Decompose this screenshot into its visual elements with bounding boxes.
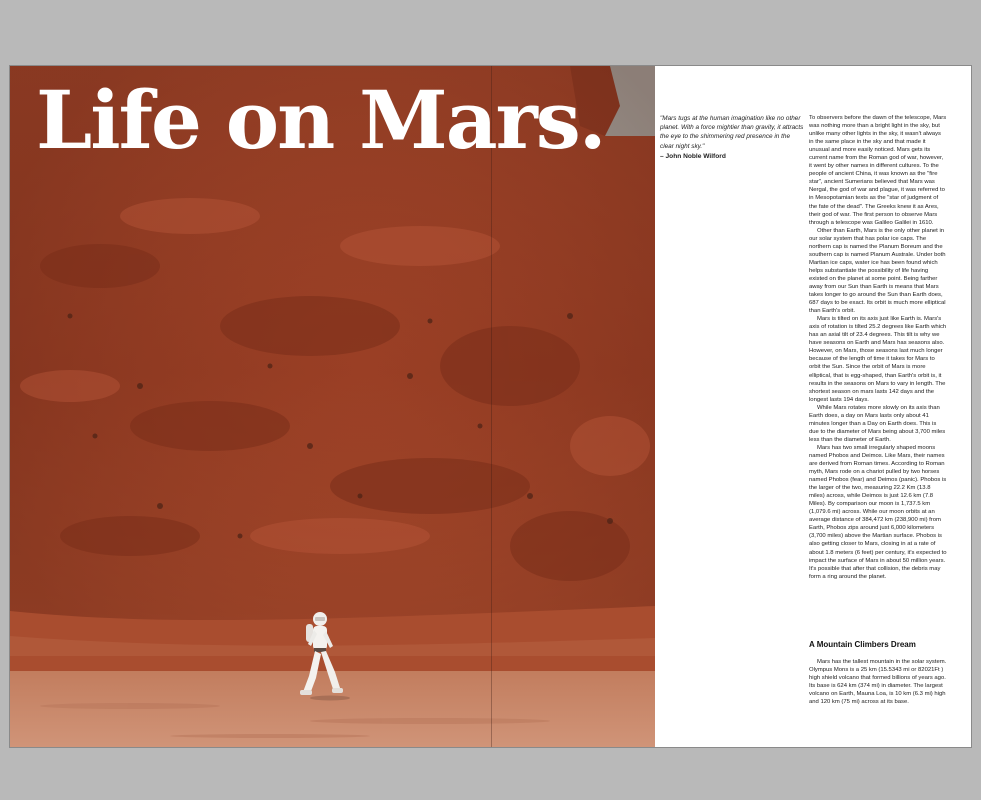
pull-quote (660, 114, 805, 161)
section-paragraph: Mars has the tallest mountain in the solar system. Olympus Mons is a 25 km (15.5343 mi or 82021Ft ) high shield volcano that formed billions of years ago. Its base is 624 km (374 mi) in diameter. The largest volcano on Earth, Mauna Loa, is 10 km (6.3 mi) high and 120 km (75 mi) across at its base. (809, 659, 947, 706)
headline: Life on Mars. (36, 73, 605, 167)
pull-quote-text: "Mars tugs at the human imagination like no other planet. With a force mightier than gravity, it attracts the eye to the shimmering red presence in the clear night sky." (660, 115, 804, 150)
magazine-spread (10, 66, 971, 747)
mars-photo (10, 66, 655, 747)
pull-quote-author: – John Noble Wilford (660, 152, 726, 160)
page-gutter (491, 66, 492, 747)
article-paragraph: Mars has two small irregularly shaped moons named Phobos and Deimos. Like Mars, their names are derived from Roman times. According to Roman myth, Mars rode on a chariot pulled by two horses named Phobos (fear) and Deimos (panic). Phobos is the larger of the two, measuring 22.2 Km (13.8 miles) across, while Deimos is just 12.6 km (7.8 Miles). By comparison our moon is 1,737.5 km (1,079.6 mi) across. While our moon orbits at an average distance of 384,472 km (238,900 mi) from Earth, Phobos zips around just 6,000 kilometers (3,700 miles) above the Martian surface. Phobos is also getting closer to Mars, closing in at a rate of about 1.8 meters (6 feet) per century, it's expected to impact the surface of Mars in about 50 million years. It's possible that after that collision, the debris may form a ring around the planet. (809, 444, 947, 580)
article-paragraph: Mars is tilted on its axis just like Earth is. Mars's axis of rotation is tilted 25.2 degrees like Earth which has an axial tilt of 23.4 degrees. This tilt is why we have seasons on Earth and Mars has seasons also. However, on Mars, those seasons last much longer because of the length of time it takes for Mars to orbit the Sun. Since the orbit of Mars is more elliptical, that is egg-shaped, than Earth's orbit is, it results in the seasons on Mars to vary in length. The shortest season on mars lasts 142 days and the longest lasts 194 days. (809, 316, 947, 403)
section-heading: A Mountain Climbers Dream (809, 640, 916, 649)
article-paragraph: To observers before the dawn of the telescope, Mars was nothing more than a bright light in the sky, but unlike many other lights in the sky, it wasn't always in the same place in the sky and that made it unusual and more easily noticed. Mars gets its current name from the Roman god of war, however, it went by other names in different cultures. To the people of ancient China, it was known as the "fire star", ancient Sumerians believed that Mars was Nergal, the god of war and plague, it was referred to in Mesopotamian texts as the "star of judgment of the fate of the dead". The Greeks knew it as Ares, their god of war. The first person to observe Mars through a telescope was Galileo Galilei in 1610. (809, 115, 947, 226)
article-body (809, 114, 947, 581)
article-paragraph: Other than Earth, Mars is the only other planet in our solar system that has polar ice caps. The northern cap is named the Planum Boreum and the southern cap is named Planum Australe. Under both Martian ice caps, water ice has been found which helps substantiate the possibility of life having existed on the planet at some point. Being farther away from our Sun than Earth is means that Mars takes longer to go around the Sun than Earth does, 687 days to be exact. Its orbit is much more elliptical than Earth's orbit. (809, 227, 946, 315)
section-body (809, 658, 947, 706)
article-paragraph: While Mars rotates more slowly on its axis than Earth does, a day on Mars lasts only about 41 minutes longer than a Day on Earth does. This is due to the diameter of Mars being about 3,700 miles less than the diameter of Earth. (809, 404, 946, 443)
